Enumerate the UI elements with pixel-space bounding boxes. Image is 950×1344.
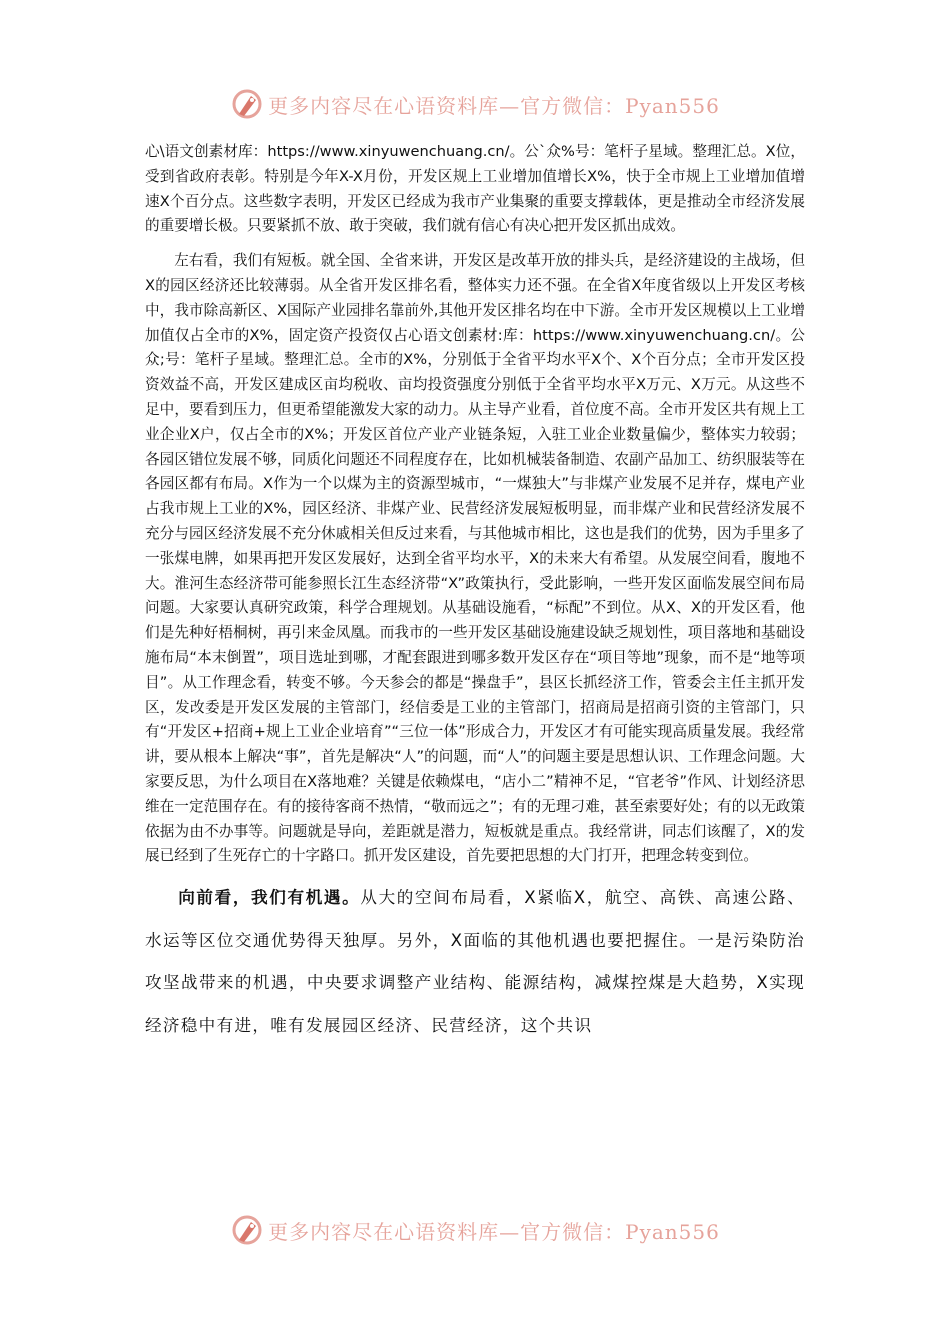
- header-banner[interactable]: [0, 84, 950, 124]
- paragraph-3-text: 从大的空间布局看，X紧临X，航空、高铁、高速公路、水运等区位交通优势得天独厚。另外，X面临的其他机遇也要把握住。一是污染防治攻坚战带来的机遇，中央要求调整产业结构、能源结构，减煤控煤是大趋势，X实现经济稳中有进，唯有发展园区经济、民营经济，这个共识: [145, 888, 806, 1035]
- paragraph-1: 心\语文创素材库：https://www.xinyuwenchuang.cn/。公`众%号：笔杆子星域。整理汇总。X位，受到省政府表彰。特别是今年X-X月份，开发区规上工业增加值增长X%，快于全市规上工业增加值增速X个百分点。这些数字表明，开发区已经成为我市产业集聚的重要支撑载体，更是推动全市经济发展的重要增长极。只要紧抓不放、敢于突破，我们就有信心有决心把开发区抓出成效。: [145, 143, 805, 235]
- paragraph-2: 左右看，我们有短板。就全国、全省来讲，开发区是改革开放的排头兵，是经济建设的主战场，但X的园区经济还比较薄弱。从全省开发区排名看，整体实力还不强。在全省X年度省级以上开发区考核中，我市除高新区、X国际产业园排名靠前外,其他开发区排名均在中下游。全市开发区规模以上工业增加值仅占全市的X%，固定资产投资仅占心语文创素材:库：https://www.xinyuwenchuang.cn/。公众;号：笔杆子星域。整理汇总。全市的X%，分别低于全省平均水平X个、X个百分点；全市开发区投资效益不高，开发区建成区亩均税收、亩均投资强度分别低于全省平均水平X万元、X万元。从这些不足中，要看到压力，但更希望能激发大家的动力。从主导产业看，首位度不高。全市开发区共有规上工业企业X户，仅占全市的X%；开发区首位产业产业链条短，入驻工业企业数量偏少，整体实力较弱；各园区错位发展不够，同质化问题还不同程度存在，比如机械装备制造、农副产品加工、纺织服装等在各园区都有布局。X作为一个以煤为主的资源型城市，“一煤独大”与非煤产业发展不足并存，煤电产业占我市规上工业的X%，园区经济、非煤产业、民营经济发展短板明显，而非煤产业和民营经济发展不充分与园区经济发展不充分休戚相关但反过来看，与其他城市相比，这也是我们的优势，因为手里多了一张煤电牌，如果再把开发区发展好，达到全省平均水平，X的未来大有希望。从发展空间看，腹地不大。淮河生态经济带可能参照长江生态经济带“X”政策执行，受此影响，一些开发区面临发展空间布局问题。大家要认真研究政策，科学合理规划。从基础设施看，“标配”不到位。从X、X的开发区看，他们是先种好梧桐树，再引来金凤凰。而我市的一些开发区基础设施建设缺乏规划性，项目落地和基础设施布局“本末倒置”，项目选址到哪，才配套跟进到哪多数开发区存在“项目等地”现象，而不是“地等项目”。从工作理念看，转变不够。今天参会的都是“操盘手”，县区长抓经济工作，管委会主任主抓开发区，发改委是开发区发展的主管部门，经信委是工业的主管部门，招商局是招商引资的主管部门，只有“开发区+招商+规上工业企业培育”“三位一体”形成合力，开发区才有可能实现高质量发展。我经常讲，要从根本上解决“事”，首先是解决“人”的问题，而“人”的问题主要是思想认识、工作理念问题。大家要反思，为什么项目在X落地难？关键是依赖煤电，“店小二”精神不足，“官老爷”作风、计划经济思维在一定范围存在。有的接待客商不热情，“敬而远之”；有的无理刁难，甚至索要好处；有的以无政策依据为由不办事等。问题就是导向，差距就是潜力，短板就是重点。我经常讲，同志们该醒了，X的发展已经到了生死存亡的十字路口。抓开发区建设，首先要把思想的大门打开，把理念转变到位。: [145, 252, 805, 865]
- pen-nib-icon: [230, 87, 264, 121]
- footer-banner[interactable]: [0, 1210, 950, 1250]
- document-body: [145, 140, 805, 1047]
- header-banner-text: 更多内容尽在心语资料库—官方微信：Pyan556: [268, 93, 720, 118]
- paragraph-3: [145, 877, 805, 1047]
- pen-nib-icon: [230, 1213, 264, 1247]
- footer-banner-text: 更多内容尽在心语资料库—官方微信：Pyan556: [268, 1219, 720, 1244]
- paragraph-3-lead: 向前看，我们有机遇。: [178, 888, 361, 908]
